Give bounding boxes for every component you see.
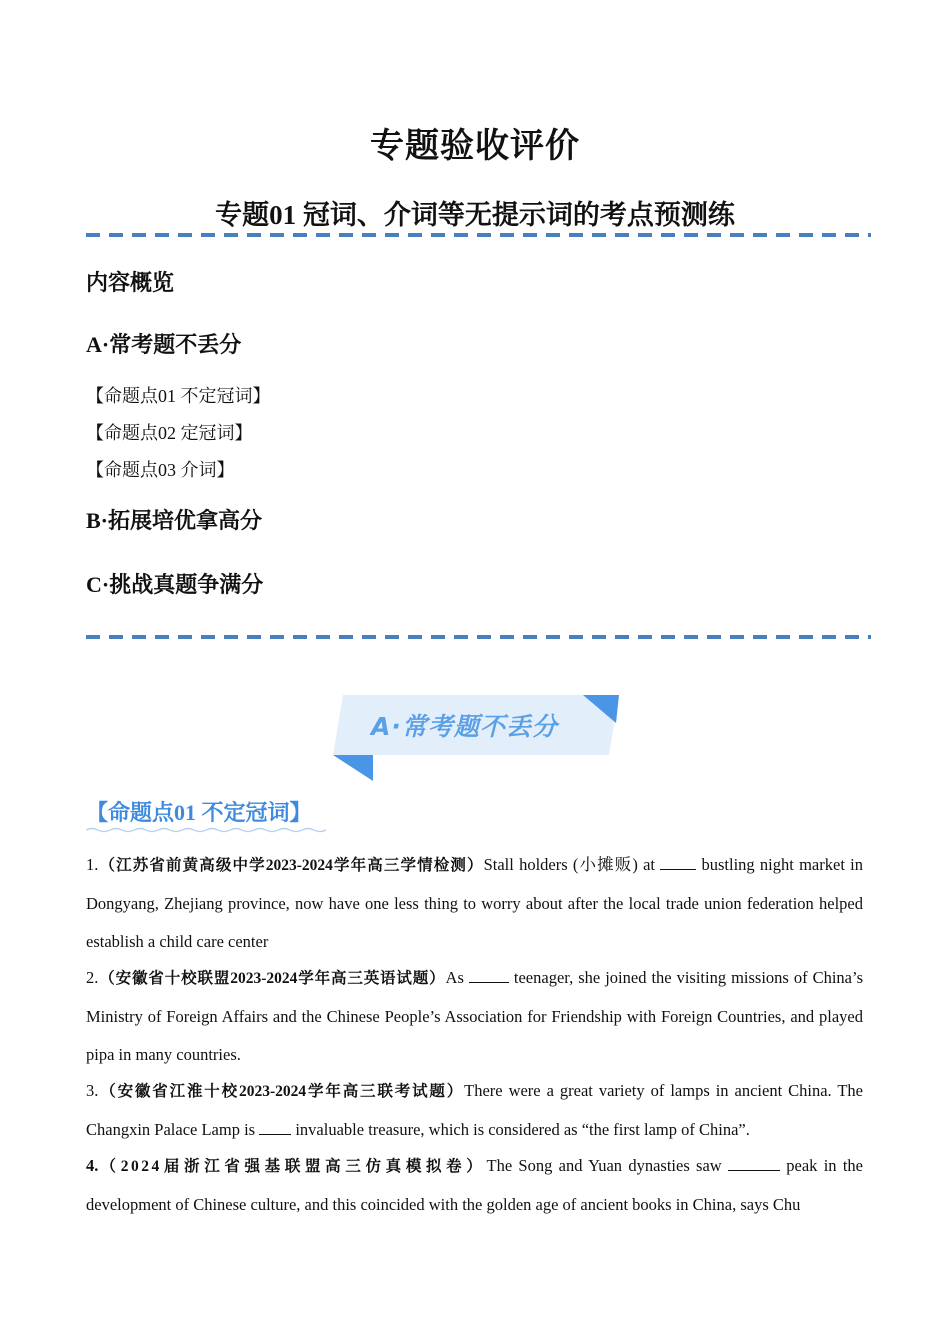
sub-title: 专题01 冠词、介词等无提示词的考点预测练: [215, 200, 735, 230]
question-number: 3.: [86, 1081, 99, 1100]
point-header-underline: [86, 827, 326, 833]
question-text-after: bustling night market in Dongyang, Zhejiang province, now have one less thing to worry about after the local trade union federation helped establish a child care center: [86, 855, 863, 951]
question-text-after: peak in the development of Chinese culture, and this coincided with the golden age of ancient books in China, says Chu: [86, 1156, 863, 1214]
question-text-after: teenager, she joined the visiting missions of China’s Ministry of Foreign Affairs and the Chinese People’s Association for Friendship with Foreign Countries, and played pipa in many countries.: [86, 968, 864, 1064]
question-source: （江苏省前黄高级中学2023-2024学年高三学情检测）: [98, 857, 484, 874]
overview-point-2: 【命题点02 定冠词】: [86, 423, 253, 443]
question-text-before: Stall holders (小摊贩) at: [483, 855, 661, 874]
overview-section-c: C·挑战真题争满分: [86, 572, 264, 597]
question-4: [86, 1147, 863, 1224]
question-text-before: The Song and Yuan dynasties saw: [486, 1156, 728, 1175]
answer-blank[interactable]: [469, 968, 509, 983]
question-text-before: There were a great variety of lamps in ancient China. The Changxin Palace Lamp is: [86, 1081, 863, 1139]
point-header-text: 【命题点01 不定冠词】: [86, 800, 312, 825]
question-number: 2.: [86, 968, 99, 987]
answer-blank[interactable]: [728, 1156, 780, 1171]
question-number: 4.: [86, 1156, 99, 1175]
point-header: [86, 796, 312, 827]
overview-heading: 内容概览: [86, 270, 175, 295]
main-title: 专题验收评价: [370, 128, 580, 165]
question-number: 1.: [86, 855, 99, 874]
question-text-after: invaluable treasure, which is considered as “the first lamp of China”.: [291, 1120, 750, 1139]
answer-blank[interactable]: [660, 855, 696, 870]
question-source: （安徽省十校联盟2023-2024学年高三英语试题）: [98, 970, 446, 987]
section-banner: [331, 693, 621, 783]
divider-top: [86, 233, 871, 237]
overview-section-b: B·拓展培优拿高分: [86, 508, 263, 533]
question-source: （2024届浙江省强基联盟高三仿真模拟卷）: [98, 1158, 487, 1175]
question-2: [86, 959, 863, 1074]
question-3: [86, 1072, 863, 1149]
question-1: [86, 846, 863, 961]
banner-text: A·常考题不丢分: [371, 712, 558, 741]
question-text-before: As: [445, 968, 469, 987]
overview-point-1: 【命题点01 不定冠词】: [86, 386, 271, 406]
overview-section-a: A·常考题不丢分: [86, 332, 242, 357]
divider-bottom: [86, 635, 871, 639]
question-source: （安徽省江淮十校2023-2024学年高三联考试题）: [98, 1083, 465, 1100]
answer-blank[interactable]: [259, 1120, 291, 1135]
question-list: [86, 846, 863, 1222]
overview-point-3: 【命题点03 介词】: [86, 460, 235, 480]
